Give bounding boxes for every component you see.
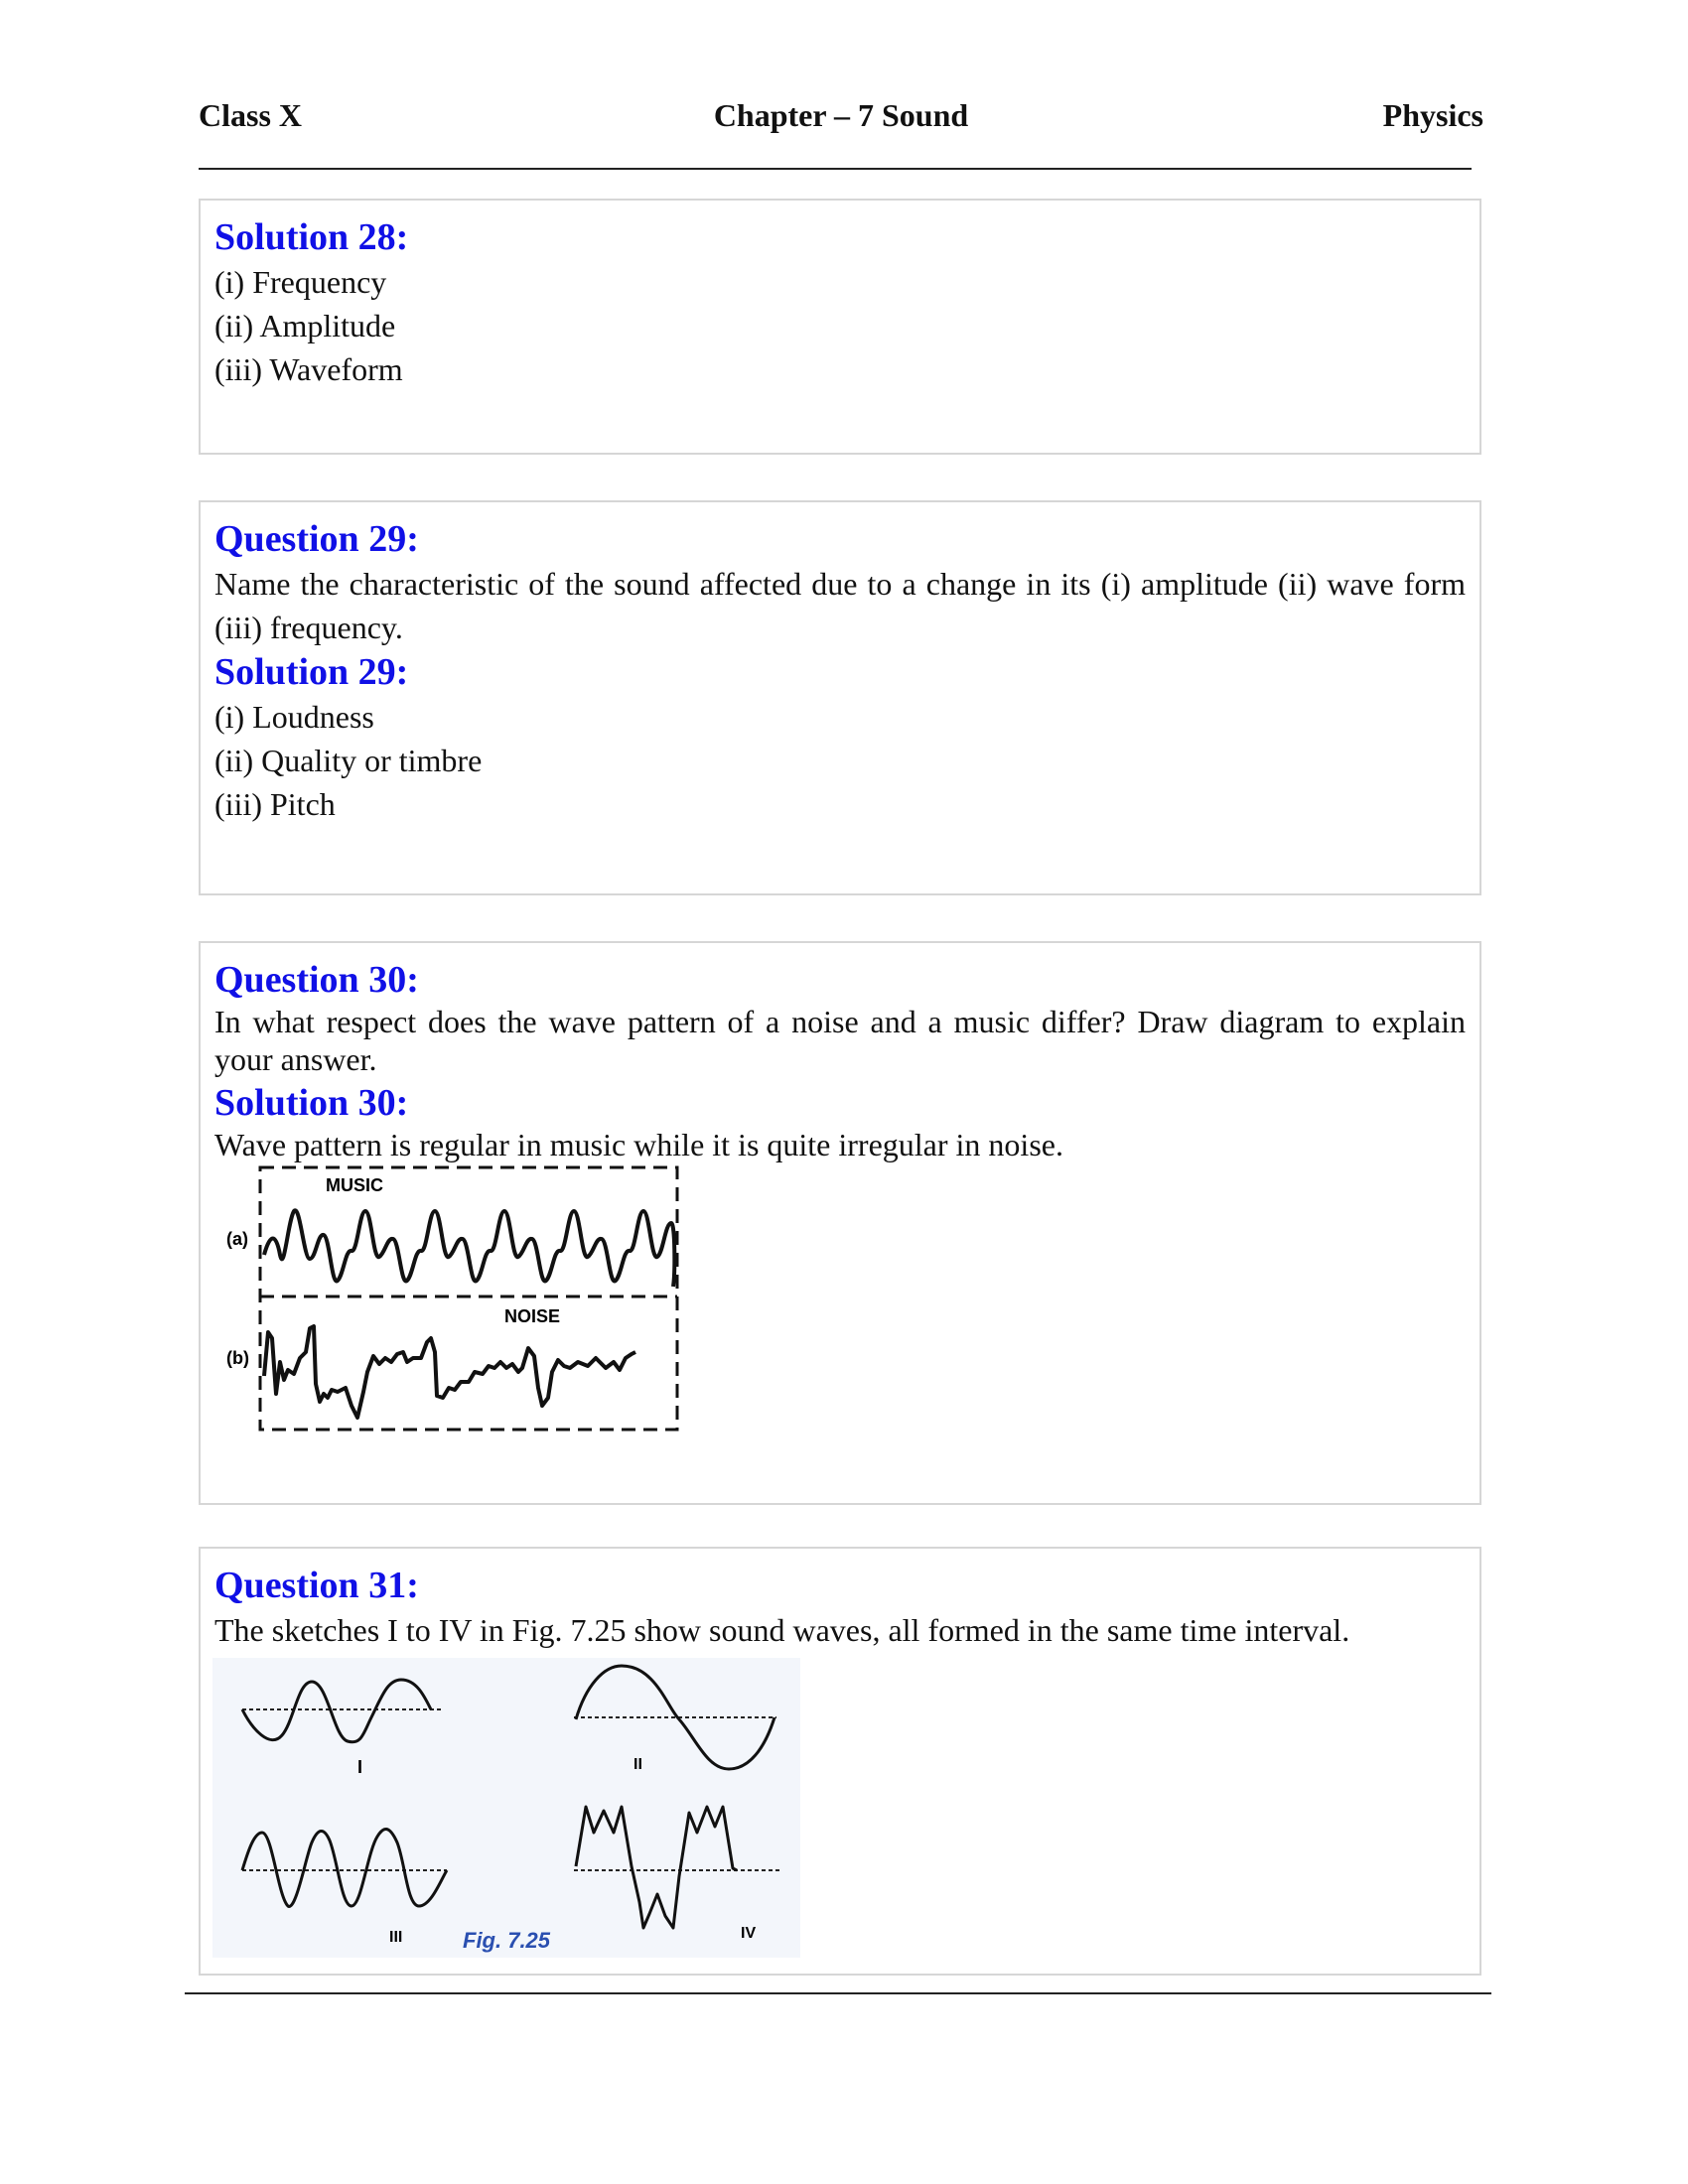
header-class: Class X [199, 97, 303, 133]
question-30-text: In what respect does the wave pattern of a noise and a music differ? Draw diagram to explain your answer. [214, 1004, 1466, 1077]
noise-label: NOISE [504, 1306, 561, 1326]
solution-28-box [199, 199, 1481, 455]
solution-28-line: (i) Frequency [214, 264, 387, 300]
footer-divider [185, 1992, 1491, 1994]
music-noise-figure [218, 1163, 685, 1437]
question-31-text: The sketches I to IV in Fig. 7.25 show sound waves, all formed in the same time interval. [214, 1612, 1350, 1648]
solution-28-line: (ii) Amplitude [214, 308, 396, 343]
question-30-title: Question 30: [214, 959, 419, 1001]
figure-background [212, 1658, 800, 1958]
question-31-title: Question 31: [214, 1565, 419, 1606]
header-chapter: Chapter – 7 Sound [713, 97, 969, 133]
music-wave [264, 1210, 674, 1287]
solution-29-title: Solution 29: [214, 651, 409, 693]
solution-28-title: Solution 28: [214, 216, 409, 258]
solution-29-line: (ii) Quality or timbre [214, 743, 483, 778]
fig-7-25 [212, 1658, 800, 1958]
solution-29-line: (iii) Pitch [214, 786, 336, 822]
label-a: (a) [226, 1229, 248, 1249]
figure-caption: Fig. 7.25 [463, 1928, 551, 1953]
header-subject: Physics [1382, 97, 1483, 133]
figure-border [260, 1167, 677, 1430]
noise-wave [264, 1326, 635, 1418]
question-29-text: Name the characteristic of the sound affected due to a change in its (i) amplitude (ii) wave form (iii) frequency. [214, 566, 1466, 645]
solution-30-title: Solution 30: [214, 1082, 409, 1124]
label-I: I [357, 1757, 363, 1777]
music-label: MUSIC [326, 1175, 383, 1195]
solution-30-text: Wave pattern is regular in music while it is quite irregular in noise. [214, 1127, 1063, 1162]
header-divider [199, 168, 1472, 170]
question-30-box [199, 941, 1481, 1505]
page-header [199, 97, 1483, 141]
label-III: III [389, 1929, 403, 1946]
question-29-box [199, 500, 1481, 895]
question-29-title: Question 29: [214, 518, 419, 560]
label-II: II [633, 1756, 642, 1773]
label-b: (b) [226, 1348, 249, 1368]
label-IV: IV [741, 1925, 757, 1942]
solution-28-line: (iii) Waveform [214, 351, 403, 387]
solution-29-line: (i) Loudness [214, 699, 374, 735]
question-31-box [199, 1547, 1481, 1976]
